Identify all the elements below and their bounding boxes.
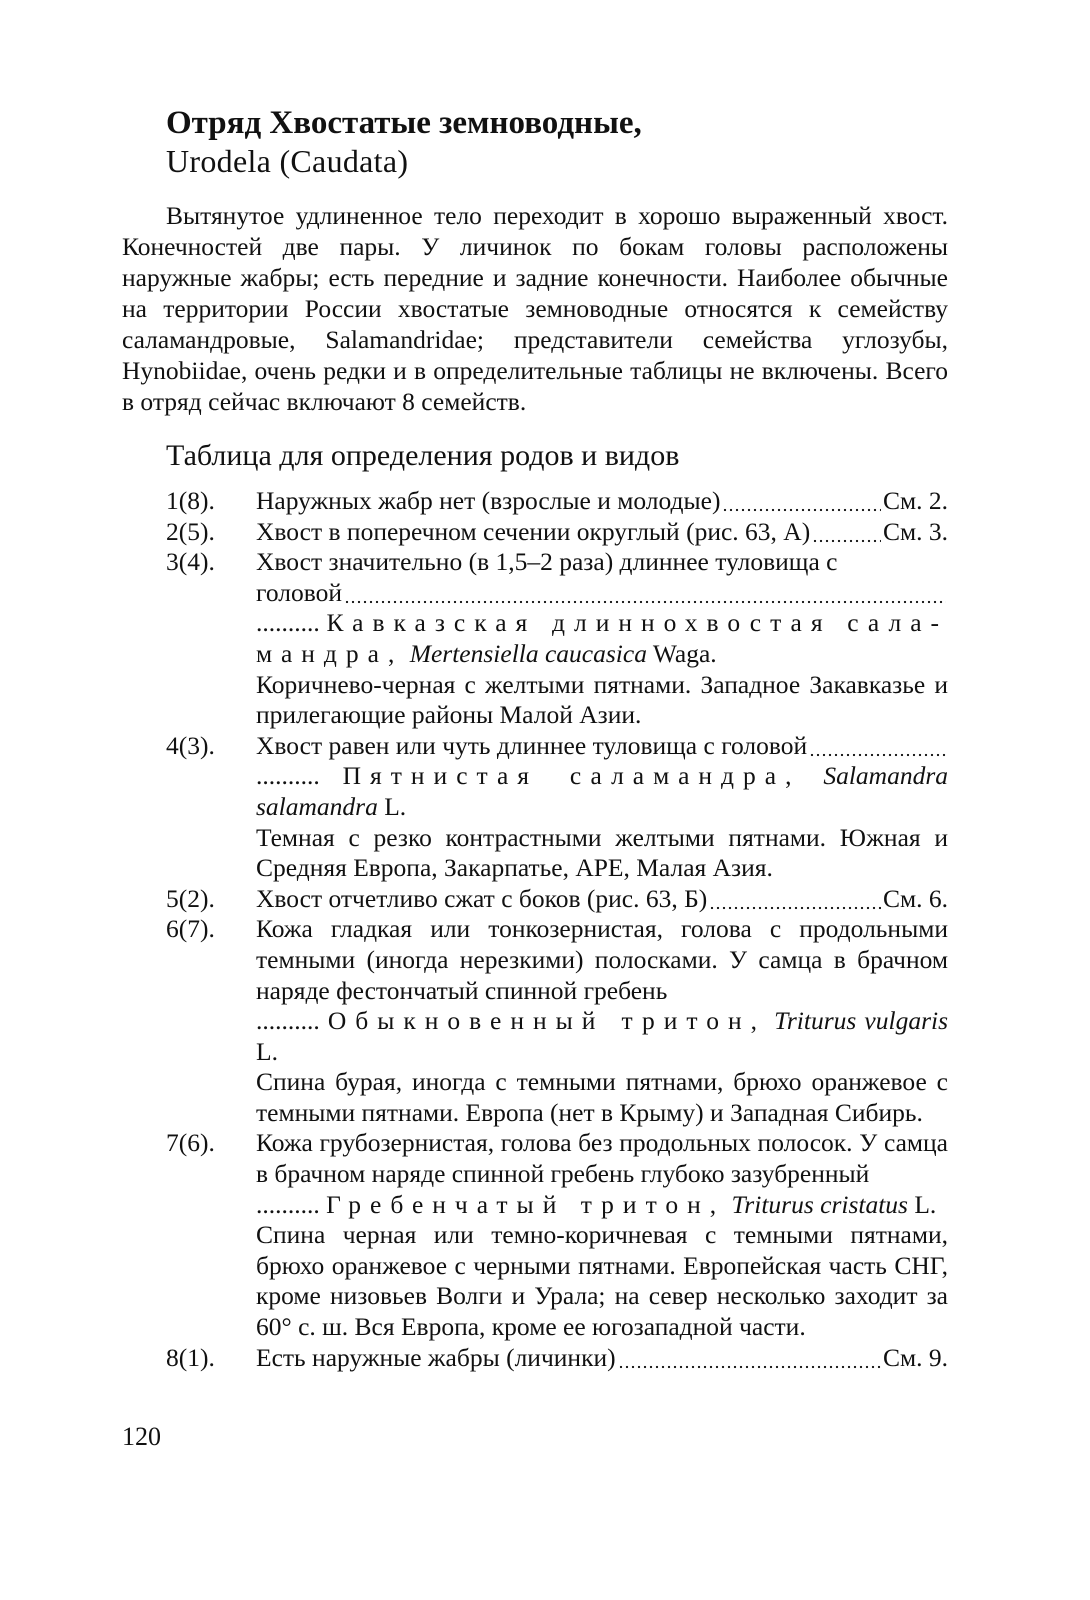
key-entry-7 <box>122 1128 948 1342</box>
key-text: Кожа грубозернистая, голова без продольных полосок. У самца в брачном наряде спинной гребень глубоко зазубренный <box>256 1128 948 1189</box>
identification-key <box>122 486 948 1373</box>
species-latin: Triturus vulgaris <box>774 1006 948 1036</box>
key-number: 6(7). <box>166 914 215 944</box>
key-entry-3 <box>122 547 948 731</box>
species-description: Спина бурая, иногда с темными пятнами, брюхо оранжевое с темными пятнами. Европа (нет в Крыму) и Западная Сибирь. <box>256 1067 948 1127</box>
species-name: Гребенчатый тритон, <box>326 1189 726 1219</box>
key-number: 7(6). <box>166 1128 215 1158</box>
key-text-continued: головой <box>256 577 342 607</box>
key-text: Хвост значительно (в 1,5–2 раза) длиннее туловища с <box>256 547 838 577</box>
leader-dots-inline: .......... <box>256 1006 320 1036</box>
species-name: Обыкновенный тритон, <box>327 1006 766 1036</box>
key-number: 4(3). <box>166 730 215 760</box>
species-description: Темная с резко контрастными желтыми пятнами. Южная и Средняя Европа, Закарпатье, АРЕ, Малая Азия. <box>256 822 948 883</box>
key-entry-6 <box>122 914 948 1128</box>
leader-dots <box>709 884 881 915</box>
key-reference: См. 6. <box>882 883 948 913</box>
leader-dots <box>812 517 881 548</box>
key-text: Наружных жабр нет (взрослые и молодые) <box>256 486 721 515</box>
key-text: Хвост отчетливо сжат с боков (рис. 63, Б) <box>256 883 708 913</box>
key-entry-1 <box>122 486 948 517</box>
species-name: Пятнистая саламандра, <box>342 761 801 791</box>
key-entry-5 <box>122 884 948 915</box>
leader-dots-inline: .......... <box>256 1189 320 1219</box>
key-text: Хвост равен или чуть длиннее туловища с головой <box>256 730 808 760</box>
key-entry-8 <box>122 1343 948 1374</box>
leader-dots <box>809 731 946 762</box>
key-text: Есть наружные жабры (личинки) <box>256 1342 616 1372</box>
species-author: L. <box>384 791 407 821</box>
key-text: Хвост в поперечном сечении округлый (рис. 63, А) <box>256 516 811 546</box>
key-number: 8(1). <box>166 1342 215 1372</box>
leader-dots <box>344 578 946 609</box>
species-author: Waga. <box>652 638 717 668</box>
key-reference: См. 3. <box>882 516 948 546</box>
species-name: Кавказская длиннохвостая сала-мандра, <box>256 608 949 668</box>
leader-dots <box>618 1343 881 1374</box>
key-number: 2(5). <box>166 516 215 546</box>
key-number: 3(4). <box>166 547 215 577</box>
species-latin: Mertensiella caucasica <box>409 638 647 668</box>
order-latin-name: Urodela (Caudata) <box>166 143 409 179</box>
key-number: 5(2). <box>166 883 215 913</box>
leader-dots-inline: .......... <box>256 761 320 791</box>
order-title: Отряд Хвостатые земноводные, <box>166 105 642 141</box>
species-latin: Triturus cristatus <box>731 1189 908 1219</box>
page-number: 120 <box>122 1422 161 1451</box>
species-author: L. <box>914 1189 937 1219</box>
leader-dots <box>722 486 881 517</box>
species-description: Спина черная или темно-коричневая с темными пятнами, брюхо оранжевое с черными пятнами. Европейская часть СНГ, кроме низовьев Волги и Урала; на север несколько заходит за 60° с. ш. Вся Европа, кроме ее югозападной части. <box>256 1220 948 1342</box>
leader-dots-inline: .......... <box>256 608 320 638</box>
key-text: Кожа гладкая или тонкозернистая, голова с продольными темными (иногда нерезкими) полосками. У самца в брачном наряде фестончатый спинной гребень <box>256 914 948 1005</box>
key-entry-2 <box>122 517 948 548</box>
species-author: L. <box>256 1036 278 1066</box>
key-reference: См. 2. <box>882 486 948 515</box>
key-table-title: Таблица для определения родов и видов <box>166 439 680 472</box>
species-latin: Salamandra salamandra <box>256 761 949 821</box>
species-description: Коричнево-черная с желтыми пятнами. Западное Закавказье и прилегающие районы Малой Азии. <box>256 669 948 730</box>
key-entry-4 <box>122 731 948 884</box>
key-reference: См. 9. <box>882 1342 948 1372</box>
intro-paragraph: Вытянутое удлиненное тело переходит в хорошо выраженный хвост. Конечностей две пары. У личинок по бокам головы расположены наружные жабры; есть передние и задние конечности. Наиболее обычные на территории России хвостатые земноводные относятся к семейству саламандровые, Salamandridae; представители семейства углозубы, Hynobiidae, очень редки и в определительные таблицы не включены. Всего в отряд сейчас включают 8 семейств. <box>122 201 948 416</box>
key-number: 1(8). <box>166 486 215 515</box>
